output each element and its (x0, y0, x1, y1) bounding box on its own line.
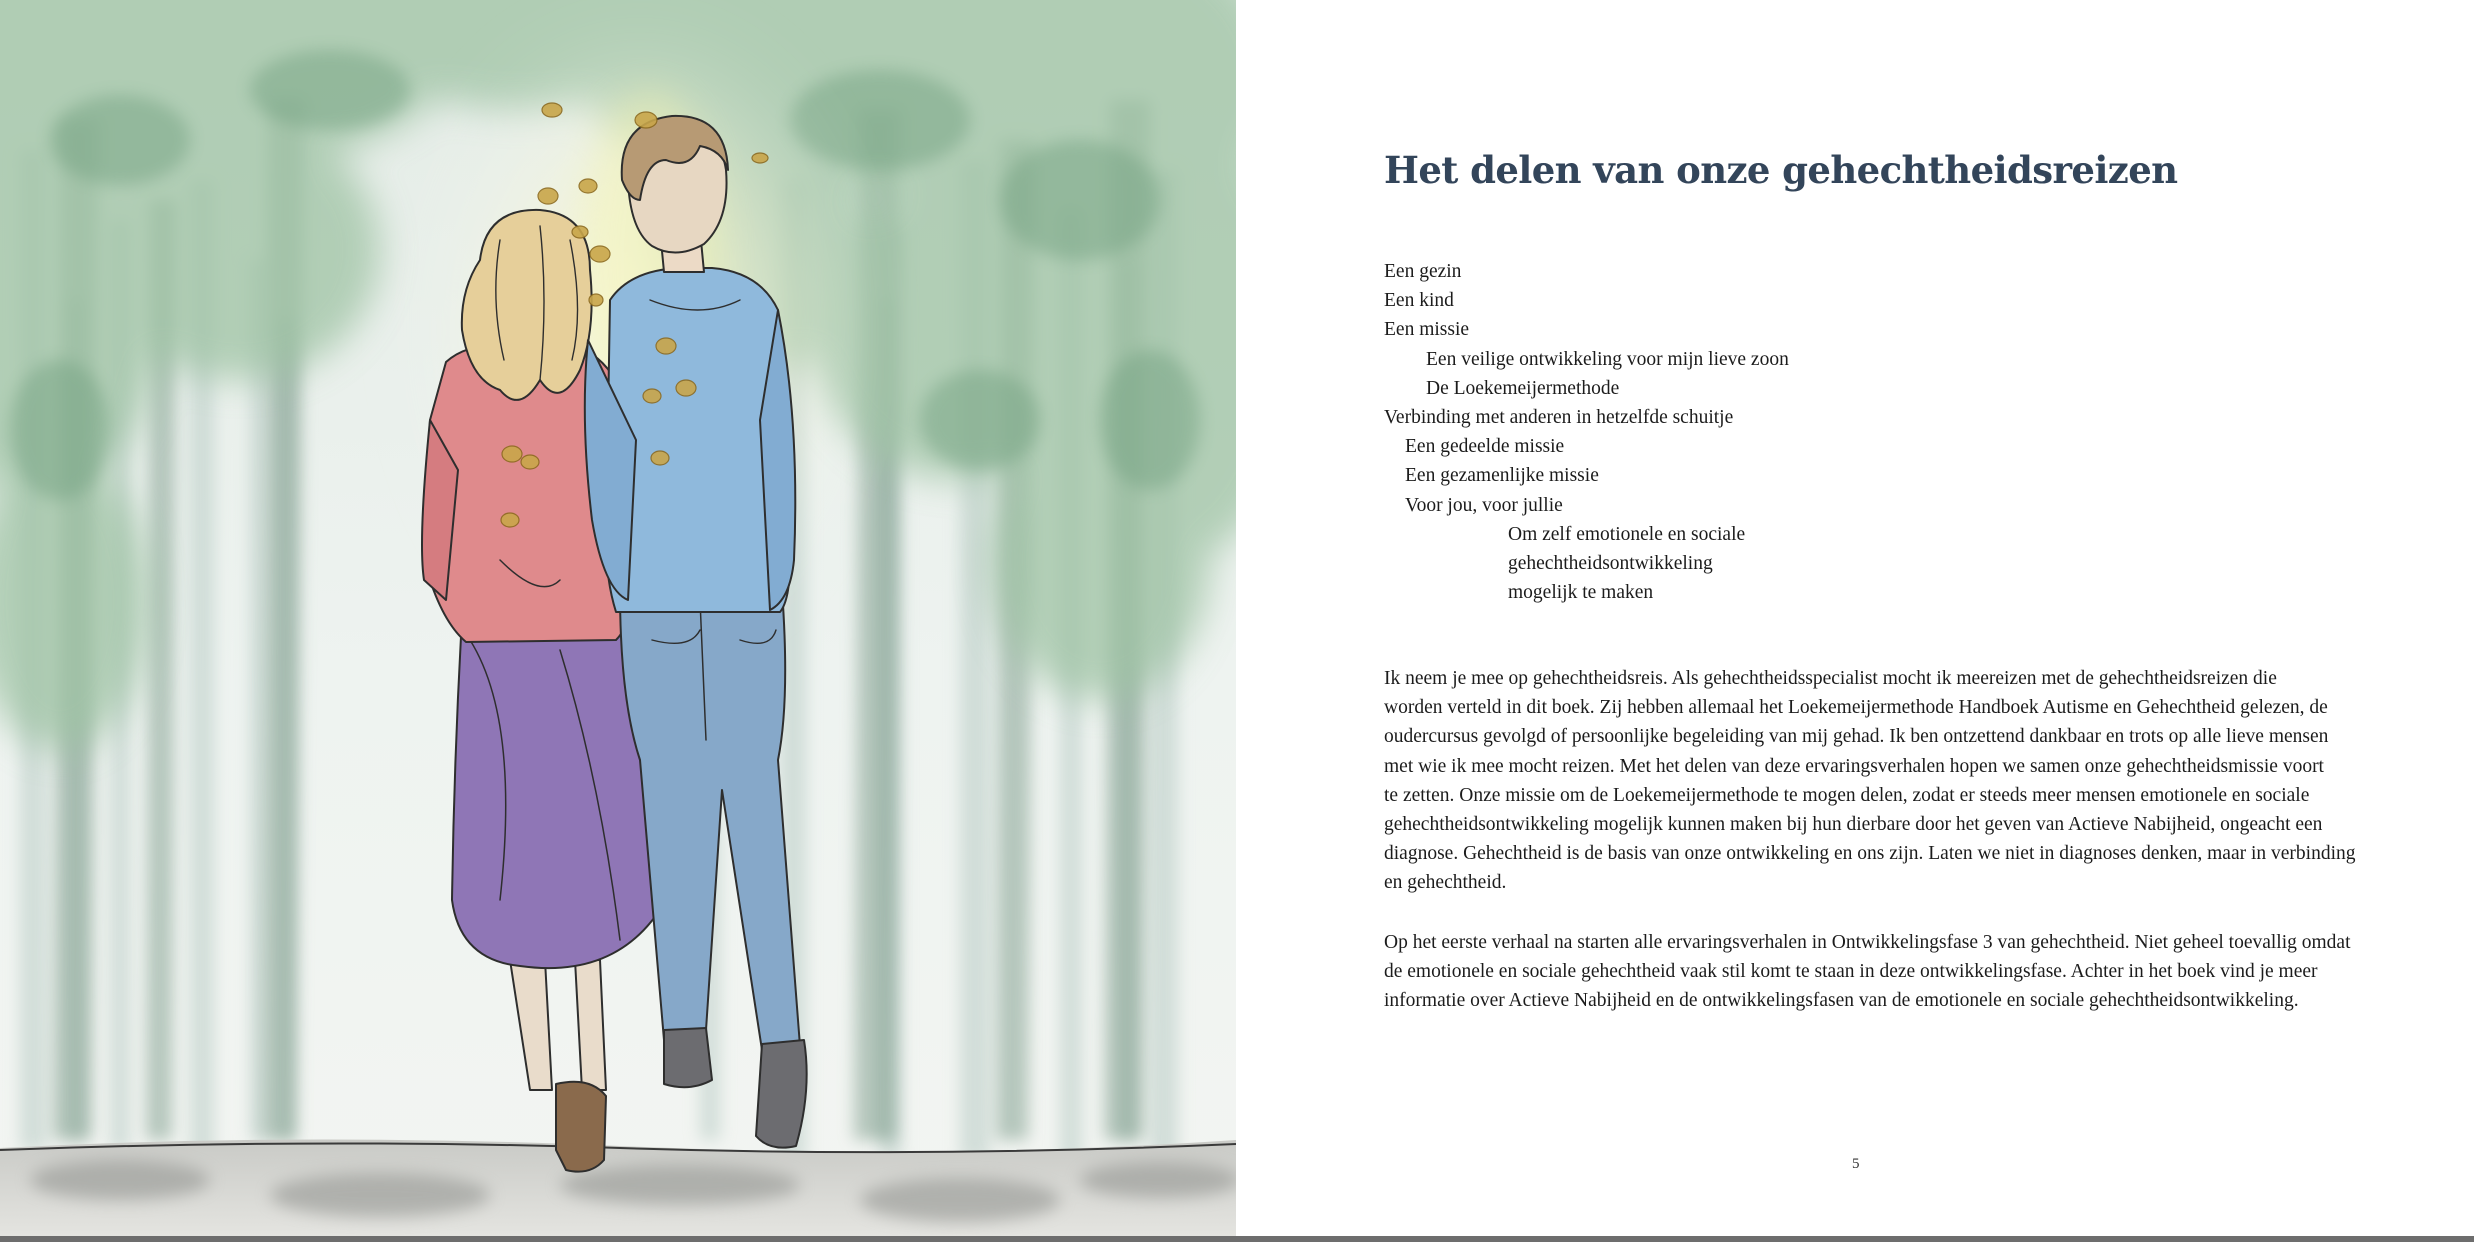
poem-line: Een gezin (1384, 261, 1462, 282)
paragraph-line: te zetten. Onze missie om de Loekemeijermethode te mogen delen, zodat er steeds meer mensen emotionele en sociale (1384, 784, 2310, 806)
viewer-bottom-edge (0, 1236, 2474, 1242)
watercolor-illustration (0, 0, 1236, 1236)
body-paragraph (1384, 664, 2356, 898)
poem-line: Om zelf emotionele en sociale (1508, 523, 1746, 545)
paragraph-line: diagnose. Gehechtheid is de basis van onze ontwikkeling en ons zijn. Laten we niet in diagnoses denken, maar in verbinding (1384, 843, 2356, 865)
poem-line: Een kind (1384, 290, 1454, 312)
poem-line: Verbinding met anderen in hetzelfde schuitje (1384, 407, 1734, 429)
poem-line: Een missie (1384, 319, 1470, 341)
chapter-title: Het delen van onze gehechtheidsreizen (1384, 148, 2178, 192)
paragraph-line: Ik neem je mee op gehechtheidsreis. Als gehechtheidsspecialist mocht ik meereizen met de gehechtheidsreizen die (1384, 668, 2277, 689)
poem-line: Een gedeelde missie (1405, 436, 1565, 458)
poem-line: Voor jou, voor jullie (1405, 494, 1563, 516)
paragraph-line: met wie ik mee mocht reizen. Met het delen van deze ervaringsverhalen hopen we samen onze gehechtheidsmissie voort (1384, 755, 2324, 777)
paragraph-line: informatie over Actieve Nabijheid en de ontwikkelingsfasen van de emotionele en sociale gehechtheidsontwikkeling. (1384, 990, 2299, 1012)
paragraph-line: worden verteld in dit boek. Zij hebben allemaal het Loekemeijermethode Handboek Autisme en Gehechtheid gelezen, de (1384, 697, 2328, 719)
poem-line: mogelijk te maken (1508, 582, 1654, 604)
poem-line: Een gezamenlijke missie (1405, 465, 1599, 487)
poem-line: Een veilige ontwikkeling voor mijn lieve zoon (1426, 348, 1789, 370)
poem-line: De Loekemeijermethode (1426, 377, 1620, 399)
paragraph-line: Op het eerste verhaal na starten alle ervaringsverhalen in Ontwikkelingsfase 3 van gehechtheid. Niet geheel toevallig omdat (1384, 932, 2351, 953)
paragraph-line: oudercursus gevolgd of persoonlijke begeleiding van mij gehad. Ik ben ontzettend dankbaar en trots op alle lieve mensen (1384, 726, 2329, 748)
poem-line: gehechtheidsontwikkeling (1508, 553, 1713, 575)
page-number: 5 (1852, 1156, 1860, 1172)
illustration-page (0, 0, 1236, 1236)
paragraph-line: en gehechtheid. (1384, 872, 1507, 894)
body-paragraph (1384, 928, 2351, 1016)
forest-ground (0, 1139, 1236, 1236)
poem (1384, 257, 1789, 607)
paragraph-line: gehechtheidsontwikkeling mogelijk kunnen maken bij hun dierbare door het geven van Actieve Nabijheid, ongeacht een (1384, 814, 2323, 836)
text-page (1236, 0, 2474, 1236)
paragraph-line: de emotionele en sociale gehechtheid vaak stil komt te staan in deze ontwikkelingsfase. Achter in het boek vind je meer (1384, 961, 2318, 983)
